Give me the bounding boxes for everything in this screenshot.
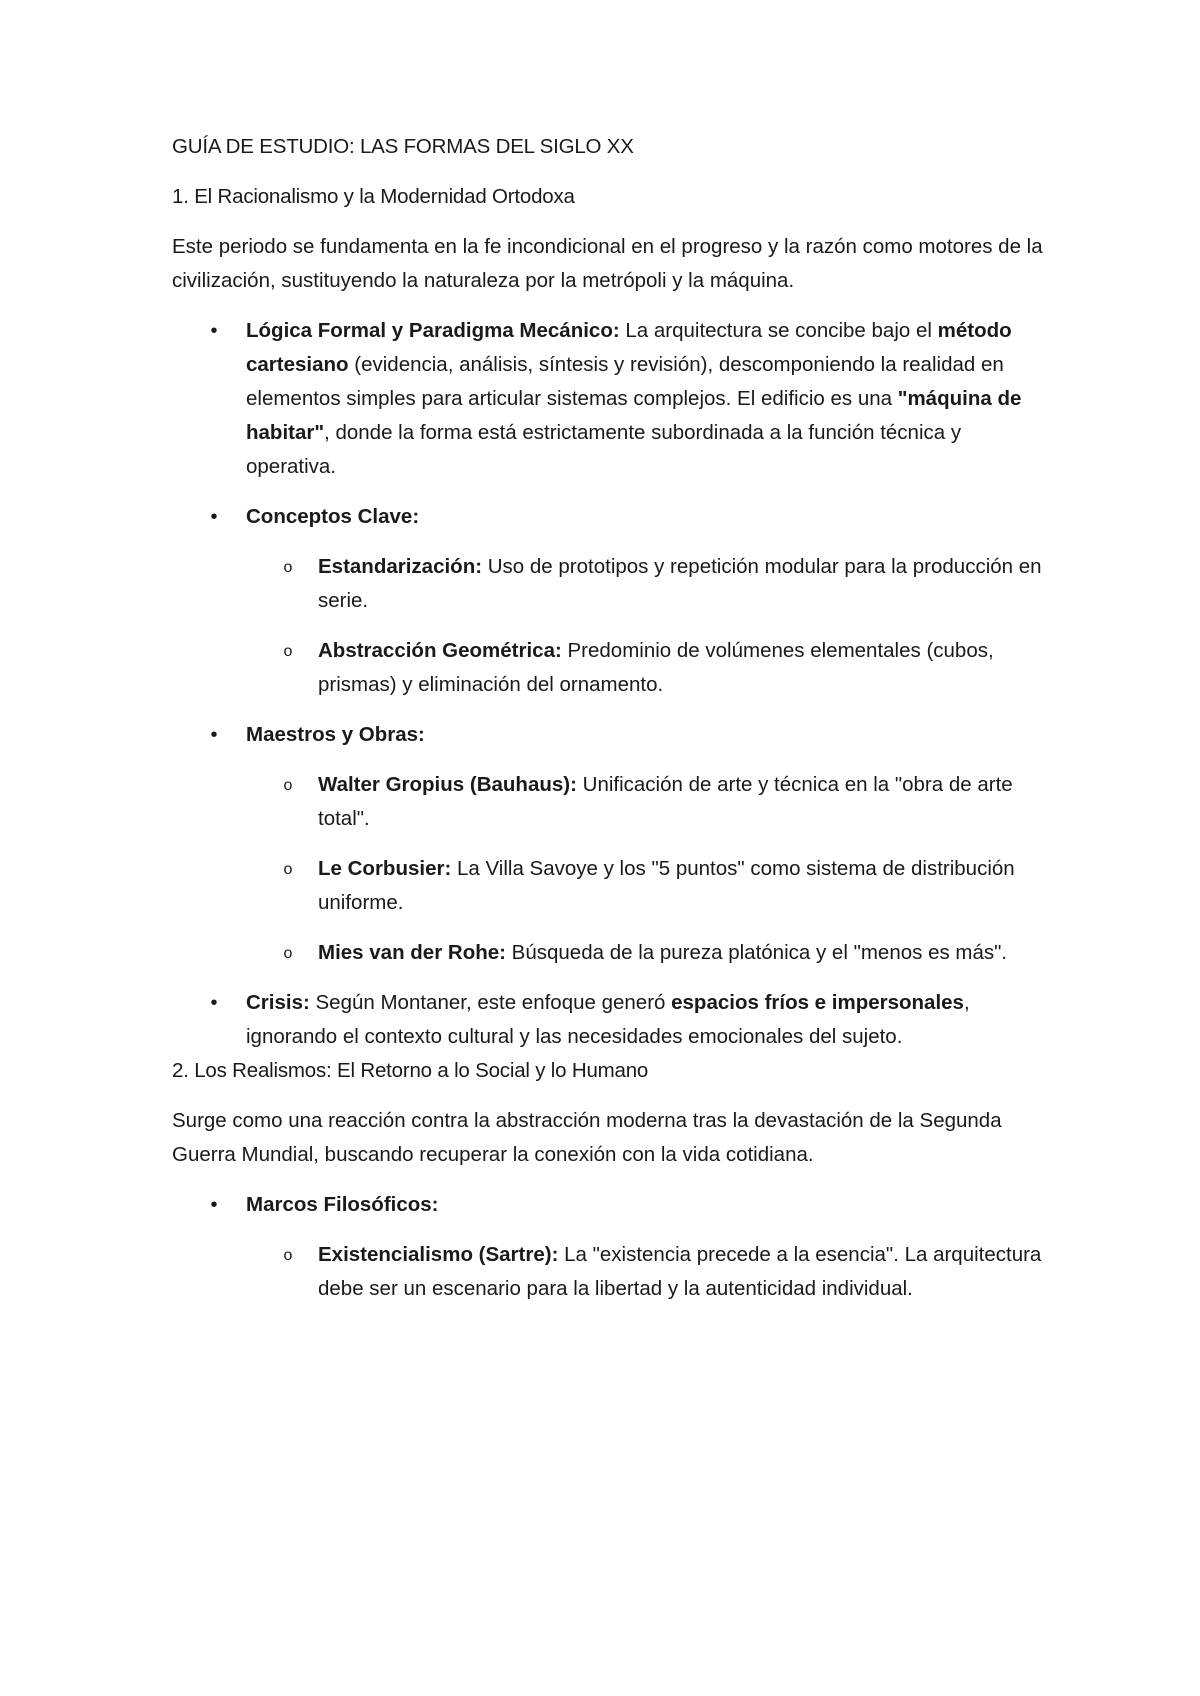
sub-list-item xyxy=(246,634,1052,702)
maestros-label: Maestros y Obras: xyxy=(246,723,425,746)
logica-label: Lógica Formal y Paradigma Mecánico: xyxy=(246,319,620,342)
list-item-marcos xyxy=(172,1188,1052,1306)
sub-item-text: Búsqueda de la pureza platónica y el "menos es más". xyxy=(505,941,1008,964)
sub-item-label: Abstracción Geométrica: xyxy=(318,639,562,662)
bullet-icon: • xyxy=(210,506,218,528)
list-item-crisis xyxy=(172,986,1052,1054)
sub-list-item xyxy=(246,936,1052,970)
marcos-sublist xyxy=(246,1238,1052,1306)
sub-bullet-icon: o xyxy=(283,643,293,660)
sub-bullet-icon: o xyxy=(283,559,293,576)
bullet-icon: • xyxy=(210,1194,218,1216)
sub-list-item xyxy=(246,1238,1052,1306)
sub-item-text: Uso de prototipos y repetición modular para la producción en serie. xyxy=(318,555,1042,612)
logica-text-2: (evidencia, análisis, síntesis y revisión), descomponiendo la realidad en elementos simples para articular sistemas complejos. El edificio es una xyxy=(246,353,1004,410)
section-1-heading: 1. El Racionalismo y la Modernidad Ortodoxa xyxy=(172,185,575,208)
sub-item-text: La Villa Savoye y los "5 puntos" como sistema de distribución uniforme. xyxy=(318,857,1015,914)
sub-item-label: Existencialismo (Sartre): xyxy=(318,1243,559,1266)
list-item-maestros xyxy=(172,718,1052,970)
logica-text-3: , donde la forma está estrictamente subordinada a la función técnica y operativa. xyxy=(246,421,962,478)
sub-bullet-icon: o xyxy=(283,945,293,962)
sub-list-item xyxy=(246,550,1052,618)
section-2-bullet-list xyxy=(172,1188,1052,1306)
sub-item-label: Walter Gropius (Bauhaus): xyxy=(318,773,577,796)
section-2-intro: Surge como una reacción contra la abstracción moderna tras la devastación de la Segunda Guerra Mundial, buscando recuperar la conexión con la vida cotidiana. xyxy=(172,1109,1002,1166)
section-1-bullet-list xyxy=(172,314,1052,1054)
conceptos-label: Conceptos Clave: xyxy=(246,505,420,528)
sub-item-text: Predominio de volúmenes elementales (cubos, prismas) y eliminación del ornamento. xyxy=(318,639,994,696)
list-item-logica xyxy=(172,314,1052,484)
sub-bullet-icon: o xyxy=(283,777,293,794)
document-page xyxy=(172,130,1052,1322)
sub-list-item xyxy=(246,768,1052,836)
document-title: GUÍA DE ESTUDIO: LAS FORMAS DEL SIGLO XX xyxy=(172,135,634,158)
marcos-label: Marcos Filosóficos: xyxy=(246,1193,439,1216)
crisis-text-2: , ignorando el contexto cultural y las necesidades emocionales del sujeto. xyxy=(246,991,970,1048)
sub-item-label: Le Corbusier: xyxy=(318,857,452,880)
conceptos-sublist xyxy=(246,550,1052,702)
crisis-bold-1: espacios fríos e impersonales xyxy=(671,991,964,1014)
section-2-heading: 2. Los Realismos: El Retorno a lo Social y lo Humano xyxy=(172,1059,649,1082)
sub-item-label: Estandarización: xyxy=(318,555,483,578)
sub-bullet-icon: o xyxy=(283,1247,293,1264)
sub-bullet-icon: o xyxy=(283,861,293,878)
logica-text-1: La arquitectura se concibe bajo el xyxy=(619,319,938,342)
logica-bold-2: "máquina de habitar" xyxy=(246,387,1022,444)
sub-item-text: Unificación de arte y técnica en la "obra de arte total". xyxy=(318,773,1013,830)
bullet-icon: • xyxy=(210,320,218,342)
list-item-conceptos xyxy=(172,500,1052,702)
crisis-text-1: Según Montaner, este enfoque generó xyxy=(309,991,672,1014)
crisis-label: Crisis: xyxy=(246,991,310,1014)
sub-item-label: Mies van der Rohe: xyxy=(318,941,506,964)
sub-list-item xyxy=(246,852,1052,920)
bullet-icon: • xyxy=(210,724,218,746)
section-1-intro: Este periodo se fundamenta en la fe incondicional en el progreso y la razón como motores de la civilización, sustituyendo la naturaleza por la metrópoli y la máquina. xyxy=(172,235,1043,292)
maestros-sublist xyxy=(246,768,1052,970)
bullet-icon: • xyxy=(210,992,218,1014)
logica-bold-1: método cartesiano xyxy=(246,319,1012,376)
sub-item-text: La "existencia precede a la esencia". La arquitectura debe ser un escenario para la libertad y la autenticidad individual. xyxy=(318,1243,1042,1300)
